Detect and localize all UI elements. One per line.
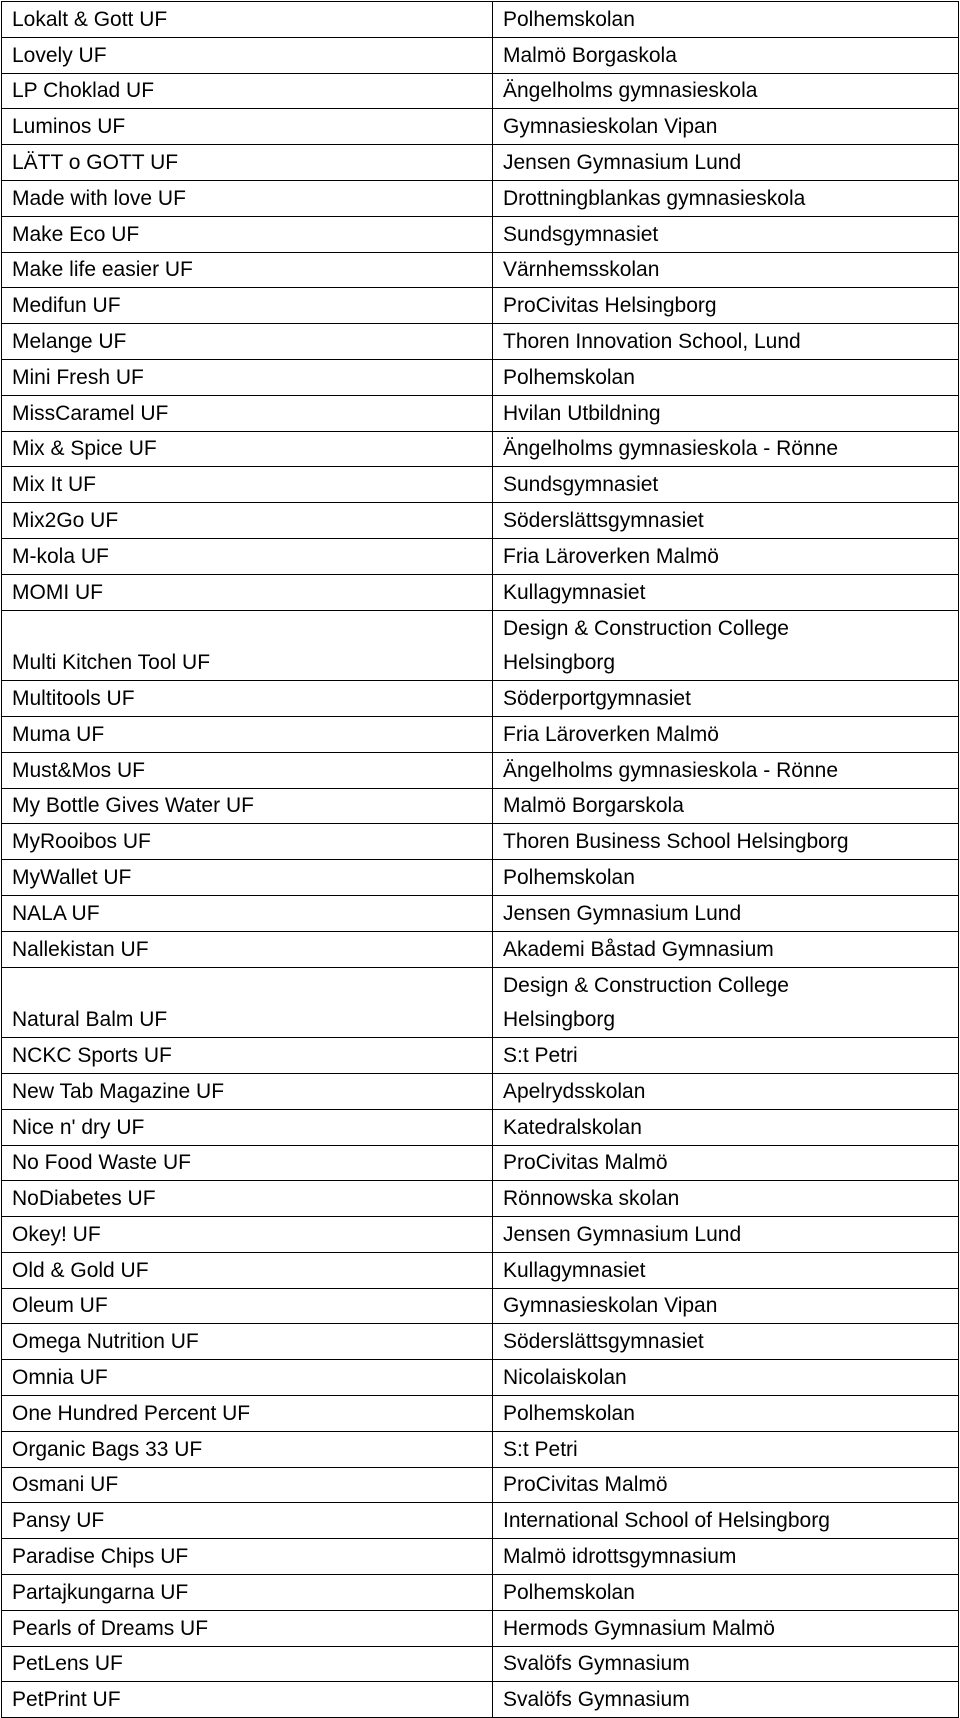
- school-name-cell: [493, 1610, 959, 1646]
- table-row: [2, 1575, 959, 1611]
- school-name-line: Gymnasieskolan Vipan: [503, 1294, 718, 1318]
- school-name-cell: [493, 37, 959, 73]
- school-name-line: Jensen Gymnasium Lund: [503, 150, 742, 174]
- table-row: [2, 1682, 959, 1718]
- company-name-cell: Melange UF: [2, 324, 493, 360]
- table-row: [2, 824, 959, 860]
- company-name-cell: Lovely UF: [2, 37, 493, 73]
- table-row: [2, 1145, 959, 1181]
- school-name-cell: [493, 860, 959, 896]
- table-row: [2, 681, 959, 717]
- table-row: [2, 752, 959, 788]
- school-name-cell: [493, 288, 959, 324]
- school-name-cell: [493, 324, 959, 360]
- company-name-cell: One Hundred Percent UF: [2, 1396, 493, 1432]
- company-name-cell: NoDiabetes UF: [2, 1181, 493, 1217]
- company-name-cell: Pansy UF: [2, 1503, 493, 1539]
- school-name-line: Svalöfs Gymnasium: [503, 1688, 690, 1712]
- school-name-cell: [493, 681, 959, 717]
- company-name-cell: Omnia UF: [2, 1360, 493, 1396]
- company-name-cell: Lokalt & Gott UF: [2, 2, 493, 38]
- school-name-cell: [493, 1539, 959, 1575]
- table-row: [2, 1503, 959, 1539]
- school-name-line: Ängelholms gymnasieskola - Rönne: [503, 437, 839, 461]
- table-row: [2, 37, 959, 73]
- company-name-cell: Old & Gold UF: [2, 1252, 493, 1288]
- table-body: [2, 2, 959, 1718]
- table-row: [2, 324, 959, 360]
- school-name-cell: [493, 1431, 959, 1467]
- table-row: [2, 1073, 959, 1109]
- table-row: [2, 1038, 959, 1074]
- company-name-cell: Mix & Spice UF: [2, 431, 493, 467]
- company-name-cell: Omega Nutrition UF: [2, 1324, 493, 1360]
- school-name-line: Design & Construction College: [503, 974, 789, 998]
- school-name-cell: [493, 788, 959, 824]
- school-name-line: Malmö Borgarskola: [503, 794, 684, 818]
- table-row: [2, 860, 959, 896]
- table-row: [2, 145, 959, 181]
- table-row: [2, 73, 959, 109]
- company-name-cell: Nallekistan UF: [2, 931, 493, 967]
- table-row: [2, 931, 959, 967]
- school-name-line: Sundsgymnasiet: [503, 473, 659, 497]
- table-row: [2, 395, 959, 431]
- company-name-cell: Partajkungarna UF: [2, 1575, 493, 1611]
- school-name-line: Sundsgymnasiet: [503, 222, 659, 246]
- company-name-cell: PetPrint UF: [2, 1682, 493, 1718]
- school-name-cell: [493, 1252, 959, 1288]
- school-name-cell: [493, 574, 959, 610]
- school-name-line: Rönnowska skolan: [503, 1187, 680, 1211]
- table-row: [2, 180, 959, 216]
- school-name-line: Värnhemsskolan: [503, 258, 660, 282]
- school-name-line: Malmö idrottsgymnasium: [503, 1545, 737, 1569]
- school-name-cell: [493, 1646, 959, 1682]
- school-name-cell: [493, 967, 959, 1038]
- table-row: [2, 967, 959, 1038]
- company-name-cell: NCKC Sports UF: [2, 1038, 493, 1074]
- school-name-cell: [493, 1181, 959, 1217]
- school-name-cell: [493, 252, 959, 288]
- table-row: [2, 1360, 959, 1396]
- company-name-cell: Natural Balm UF: [2, 967, 493, 1038]
- company-name-cell: Must&Mos UF: [2, 752, 493, 788]
- table-row: [2, 503, 959, 539]
- company-name-cell: M-kola UF: [2, 538, 493, 574]
- school-name-cell: [493, 538, 959, 574]
- table-row: [2, 288, 959, 324]
- school-name-line: Gymnasieskolan Vipan: [503, 115, 718, 139]
- school-name-line: Malmö Borgaskola: [503, 43, 677, 67]
- company-name-cell: Mix2Go UF: [2, 503, 493, 539]
- table-row: [2, 2, 959, 38]
- school-name-line: Söderslättsgymnasiet: [503, 508, 704, 532]
- school-name-line: Helsingborg: [503, 651, 616, 675]
- company-name-cell: My Bottle Gives Water UF: [2, 788, 493, 824]
- company-name-cell: Mix It UF: [2, 467, 493, 503]
- school-name-line: Polhemskolan: [503, 365, 635, 389]
- company-name-cell: Multi Kitchen Tool UF: [2, 610, 493, 681]
- company-name-cell: NALA UF: [2, 895, 493, 931]
- school-name-cell: [493, 359, 959, 395]
- school-name-cell: [493, 2, 959, 38]
- table-row: [2, 359, 959, 395]
- table-row: [2, 1396, 959, 1432]
- school-name-cell: [493, 610, 959, 681]
- table-row: [2, 467, 959, 503]
- school-name-line: International School of Helsingborg: [503, 1509, 830, 1533]
- table-row: [2, 1539, 959, 1575]
- school-name-cell: [493, 716, 959, 752]
- company-name-cell: MyRooibos UF: [2, 824, 493, 860]
- company-name-cell: Multitools UF: [2, 681, 493, 717]
- school-name-line: Design & Construction College: [503, 617, 789, 641]
- school-name-line: Drottningblankas gymnasieskola: [503, 186, 806, 210]
- school-name-cell: [493, 109, 959, 145]
- school-name-cell: [493, 1360, 959, 1396]
- table-row: [2, 1288, 959, 1324]
- school-name-cell: [493, 73, 959, 109]
- school-name-line: Apelrydsskolan: [503, 1079, 646, 1103]
- company-name-cell: New Tab Magazine UF: [2, 1073, 493, 1109]
- table-row: [2, 1181, 959, 1217]
- school-name-cell: [493, 752, 959, 788]
- school-name-cell: [493, 1109, 959, 1145]
- company-name-cell: Made with love UF: [2, 180, 493, 216]
- table-row: [2, 1109, 959, 1145]
- school-name-cell: [493, 1575, 959, 1611]
- company-name-cell: No Food Waste UF: [2, 1145, 493, 1181]
- school-name-cell: [493, 1288, 959, 1324]
- school-name-cell: [493, 1073, 959, 1109]
- school-name-line: Kullagymnasiet: [503, 1258, 646, 1282]
- table-row: [2, 1252, 959, 1288]
- table-row: [2, 788, 959, 824]
- table-row: [2, 252, 959, 288]
- school-name-cell: [493, 895, 959, 931]
- school-name-line: Fria Läroverken Malmö: [503, 722, 719, 746]
- school-name-cell: [493, 216, 959, 252]
- school-name-line: Nicolaiskolan: [503, 1366, 627, 1390]
- company-name-cell: Medifun UF: [2, 288, 493, 324]
- school-name-cell: [493, 503, 959, 539]
- school-name-line: Akademi Båstad Gymnasium: [503, 937, 774, 961]
- school-name-line: Hvilan Utbildning: [503, 401, 661, 425]
- company-name-cell: Paradise Chips UF: [2, 1539, 493, 1575]
- company-name-cell: MOMI UF: [2, 574, 493, 610]
- company-school-table: [1, 1, 959, 1718]
- company-name-cell: Osmani UF: [2, 1467, 493, 1503]
- company-name-cell: Make Eco UF: [2, 216, 493, 252]
- table-row: [2, 1467, 959, 1503]
- company-name-cell: Mini Fresh UF: [2, 359, 493, 395]
- school-name-line: Thoren Innovation School, Lund: [503, 329, 801, 353]
- school-name-cell: [493, 1324, 959, 1360]
- school-name-cell: [493, 1396, 959, 1432]
- school-name-line: ProCivitas Helsingborg: [503, 294, 717, 318]
- school-name-cell: [493, 1682, 959, 1718]
- school-name-cell: [493, 395, 959, 431]
- school-name-line: Polhemskolan: [503, 865, 635, 889]
- company-name-cell: Oleum UF: [2, 1288, 493, 1324]
- school-name-line: S:t Petri: [503, 1043, 578, 1067]
- school-name-line: Helsingborg: [503, 1008, 616, 1032]
- school-name-cell: [493, 1503, 959, 1539]
- school-name-line: Fria Läroverken Malmö: [503, 544, 719, 568]
- company-name-cell: MissCaramel UF: [2, 395, 493, 431]
- company-name-cell: LÄTT o GOTT UF: [2, 145, 493, 181]
- school-name-cell: [493, 180, 959, 216]
- school-name-cell: [493, 145, 959, 181]
- company-name-cell: Pearls of Dreams UF: [2, 1610, 493, 1646]
- table-row: [2, 216, 959, 252]
- school-name-line: Polhemskolan: [503, 7, 635, 31]
- company-name-cell: Organic Bags 33 UF: [2, 1431, 493, 1467]
- school-name-cell: [493, 931, 959, 967]
- school-name-cell: [493, 824, 959, 860]
- school-name-line: ProCivitas Malmö: [503, 1151, 668, 1175]
- company-name-cell: MyWallet UF: [2, 860, 493, 896]
- school-name-cell: [493, 1467, 959, 1503]
- table-row: [2, 895, 959, 931]
- school-name-line: Kullagymnasiet: [503, 580, 646, 604]
- school-name-line: Söderportgymnasiet: [503, 686, 691, 710]
- table-row: [2, 538, 959, 574]
- school-name-line: Ängelholms gymnasieskola: [503, 79, 758, 103]
- table-row: [2, 1324, 959, 1360]
- school-name-line: Polhemskolan: [503, 1401, 635, 1425]
- school-name-line: Jensen Gymnasium Lund: [503, 1222, 742, 1246]
- school-name-line: Hermods Gymnasium Malmö: [503, 1616, 775, 1640]
- table-row: [2, 1610, 959, 1646]
- school-name-line: Thoren Business School Helsingborg: [503, 830, 849, 854]
- table-row: [2, 610, 959, 681]
- table-row: [2, 109, 959, 145]
- school-name-cell: [493, 1145, 959, 1181]
- table-row: [2, 1431, 959, 1467]
- company-name-cell: LP Choklad UF: [2, 73, 493, 109]
- school-name-line: Ängelholms gymnasieskola - Rönne: [503, 758, 839, 782]
- company-name-cell: Okey! UF: [2, 1217, 493, 1253]
- school-name-line: Svalöfs Gymnasium: [503, 1652, 690, 1676]
- company-name-cell: Make life easier UF: [2, 252, 493, 288]
- school-name-line: S:t Petri: [503, 1437, 578, 1461]
- company-name-cell: Luminos UF: [2, 109, 493, 145]
- company-name-cell: PetLens UF: [2, 1646, 493, 1682]
- school-name-line: Söderslättsgymnasiet: [503, 1330, 704, 1354]
- school-name-cell: [493, 467, 959, 503]
- school-name-cell: [493, 1217, 959, 1253]
- school-name-line: Katedralskolan: [503, 1115, 642, 1139]
- company-name-cell: Nice n' dry UF: [2, 1109, 493, 1145]
- table-row: [2, 431, 959, 467]
- table-row: [2, 574, 959, 610]
- school-name-line: Polhemskolan: [503, 1580, 635, 1604]
- table-row: [2, 1646, 959, 1682]
- table-row: [2, 716, 959, 752]
- school-name-line: Jensen Gymnasium Lund: [503, 901, 742, 925]
- school-name-line: ProCivitas Malmö: [503, 1473, 668, 1497]
- school-name-cell: [493, 1038, 959, 1074]
- company-name-cell: Muma UF: [2, 716, 493, 752]
- school-name-cell: [493, 431, 959, 467]
- table-row: [2, 1217, 959, 1253]
